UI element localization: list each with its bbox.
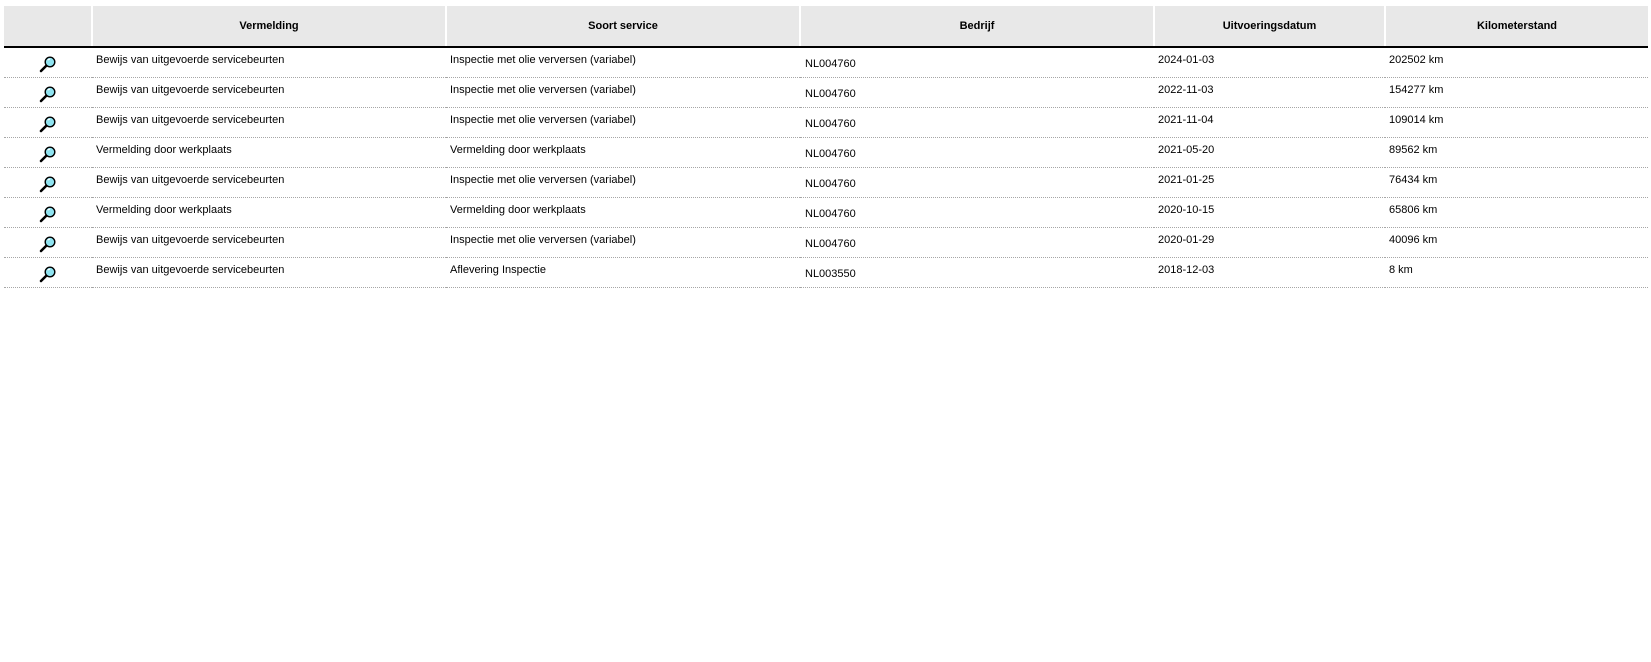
uitvoeringsdatum-cell: 2021-11-04 [1154, 108, 1385, 138]
view-cell[interactable] [4, 228, 92, 258]
vermelding-cell: Bewijs van uitgevoerde servicebeurten [92, 47, 446, 78]
vermelding-cell: Bewijs van uitgevoerde servicebeurten [92, 228, 446, 258]
bedrijf-cell: NL004760 [800, 198, 1154, 228]
bedrijf-cell: NL004760 [800, 228, 1154, 258]
magnifier-icon[interactable] [39, 145, 57, 163]
magnifier-icon[interactable] [39, 115, 57, 133]
soort-service-cell: Inspectie met olie verversen (variabel) [446, 108, 800, 138]
service-history-table [4, 6, 1648, 288]
header-row [4, 6, 1648, 47]
view-cell[interactable] [4, 168, 92, 198]
uitvoeringsdatum-cell: 2021-05-20 [1154, 138, 1385, 168]
soort-service-cell: Inspectie met olie verversen (variabel) [446, 78, 800, 108]
table-row[interactable] [4, 198, 1648, 228]
table-row[interactable] [4, 228, 1648, 258]
uitvoeringsdatum-cell: 2021-01-25 [1154, 168, 1385, 198]
view-cell[interactable] [4, 47, 92, 78]
table-row[interactable] [4, 138, 1648, 168]
table-row[interactable] [4, 78, 1648, 108]
soort-service-cell: Vermelding door werkplaats [446, 138, 800, 168]
magnifier-icon[interactable] [39, 55, 57, 73]
vermelding-cell: Bewijs van uitgevoerde servicebeurten [92, 78, 446, 108]
table-row[interactable] [4, 168, 1648, 198]
uitvoeringsdatum-cell: 2020-10-15 [1154, 198, 1385, 228]
magnifier-icon[interactable] [39, 235, 57, 253]
soort-service-cell: Aflevering Inspectie [446, 258, 800, 288]
bedrijf-cell: NL004760 [800, 47, 1154, 78]
vermelding-cell: Bewijs van uitgevoerde servicebeurten [92, 168, 446, 198]
column-header-soort-service[interactable]: Soort service [446, 6, 800, 47]
kilometerstand-cell: 89562 km [1385, 138, 1648, 168]
soort-service-cell: Inspectie met olie verversen (variabel) [446, 228, 800, 258]
column-header-bedrijf[interactable]: Bedrijf [800, 6, 1154, 47]
bedrijf-cell: NL004760 [800, 168, 1154, 198]
column-header-uitvoeringsdatum[interactable]: Uitvoeringsdatum [1154, 6, 1385, 47]
magnifier-icon[interactable] [39, 205, 57, 223]
view-cell[interactable] [4, 138, 92, 168]
soort-service-cell: Inspectie met olie verversen (variabel) [446, 168, 800, 198]
magnifier-icon[interactable] [39, 175, 57, 193]
kilometerstand-cell: 109014 km [1385, 108, 1648, 138]
column-header-vermelding[interactable]: Vermelding [92, 6, 446, 47]
bedrijf-cell: NL004760 [800, 78, 1154, 108]
table-row[interactable] [4, 108, 1648, 138]
uitvoeringsdatum-cell: 2018-12-03 [1154, 258, 1385, 288]
uitvoeringsdatum-cell: 2022-11-03 [1154, 78, 1385, 108]
kilometerstand-cell: 40096 km [1385, 228, 1648, 258]
magnifier-icon[interactable] [39, 265, 57, 283]
view-cell[interactable] [4, 198, 92, 228]
table-row[interactable] [4, 258, 1648, 288]
view-cell[interactable] [4, 258, 92, 288]
kilometerstand-cell: 65806 km [1385, 198, 1648, 228]
soort-service-cell: Vermelding door werkplaats [446, 198, 800, 228]
column-header-kilometerstand[interactable]: Kilometerstand [1385, 6, 1648, 47]
bedrijf-cell: NL004760 [800, 138, 1154, 168]
column-header-view [4, 6, 92, 47]
kilometerstand-cell: 8 km [1385, 258, 1648, 288]
table-body [4, 47, 1648, 288]
view-cell[interactable] [4, 108, 92, 138]
vermelding-cell: Vermelding door werkplaats [92, 198, 446, 228]
uitvoeringsdatum-cell: 2024-01-03 [1154, 47, 1385, 78]
vermelding-cell: Vermelding door werkplaats [92, 138, 446, 168]
service-history-table-container [4, 6, 1648, 288]
kilometerstand-cell: 76434 km [1385, 168, 1648, 198]
kilometerstand-cell: 202502 km [1385, 47, 1648, 78]
vermelding-cell: Bewijs van uitgevoerde servicebeurten [92, 108, 446, 138]
table-row[interactable] [4, 47, 1648, 78]
kilometerstand-cell: 154277 km [1385, 78, 1648, 108]
vermelding-cell: Bewijs van uitgevoerde servicebeurten [92, 258, 446, 288]
view-cell[interactable] [4, 78, 92, 108]
uitvoeringsdatum-cell: 2020-01-29 [1154, 228, 1385, 258]
soort-service-cell: Inspectie met olie verversen (variabel) [446, 47, 800, 78]
bedrijf-cell: NL004760 [800, 108, 1154, 138]
table-header [4, 6, 1648, 47]
bedrijf-cell: NL003550 [800, 258, 1154, 288]
magnifier-icon[interactable] [39, 85, 57, 103]
